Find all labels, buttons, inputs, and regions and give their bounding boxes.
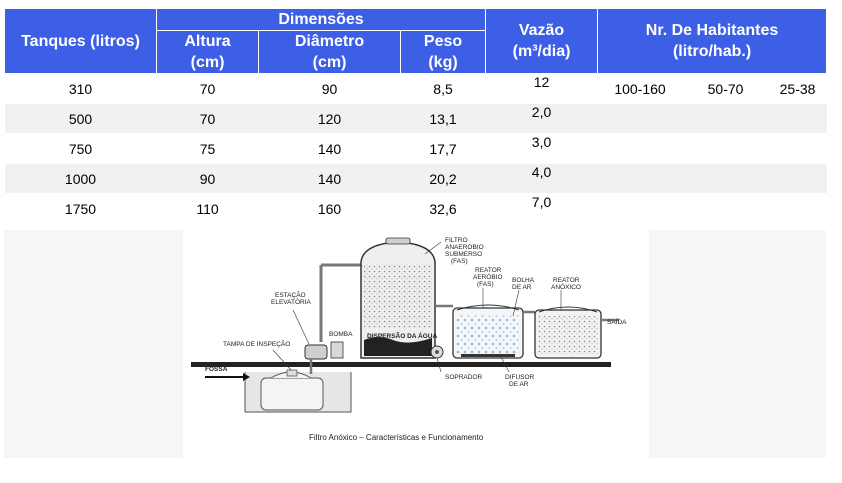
cell-altura: 110 [157, 194, 259, 224]
header-dimensoes: Dimensões [157, 9, 486, 31]
label-bolha-2: DE AR [512, 284, 532, 291]
soprador-hub [435, 350, 439, 354]
cell-diametro: 140 [259, 134, 401, 164]
header-diametro [259, 31, 401, 74]
header-habitantes-unit: (litro/hab.) [672, 43, 752, 60]
label-difusor-2: DE AR [509, 381, 529, 388]
fossa-inspection-cap [287, 370, 297, 376]
label-difusor-1: DIFUSOR [505, 374, 535, 381]
label-reator-anoxico-2: ANÓXICO [551, 284, 581, 291]
cell-habitantes-2 [683, 194, 769, 224]
label-dispersao: DISPERSÃO DA ÁGUA [367, 333, 438, 340]
header-habitantes [598, 9, 827, 74]
reator-aerobio-bubbles [456, 314, 520, 354]
cell-habitantes-2 [683, 104, 769, 134]
cell-altura: 70 [157, 74, 259, 104]
header-vazao-label: Vazão [518, 22, 565, 39]
cell-habitantes-3 [769, 164, 827, 194]
bomba-box [305, 345, 327, 359]
header-altura-unit: (cm) [190, 54, 225, 71]
header-vazao-unit: (m³/dia) [512, 43, 571, 60]
cell-peso: 8,5 [401, 74, 486, 104]
table-row [5, 74, 827, 104]
filtro-lid [386, 238, 410, 244]
cell-habitantes-1 [598, 164, 683, 194]
cell-tanque: 1750 [5, 194, 157, 224]
header-tanques: Tanques (litros) [5, 9, 157, 74]
header-peso-unit: (kg) [428, 54, 458, 71]
label-filtro-1: FILTRO [445, 237, 468, 244]
cell-habitantes-1 [598, 134, 683, 164]
cell-vazao: 2,0 [486, 104, 598, 134]
cell-tanque: 310 [5, 74, 157, 104]
label-fossa: FOSSA [205, 366, 228, 373]
cell-habitantes-1 [598, 194, 683, 224]
cell-peso: 13,1 [401, 104, 486, 134]
cell-habitantes-1: 100-160 [598, 74, 683, 104]
header-diametro-label: Diâmetro [294, 33, 365, 50]
cell-vazao: 12 [486, 74, 598, 104]
header-diametro-unit: (cm) [312, 54, 347, 71]
label-bomba: BOMBA [329, 331, 353, 338]
header-vazao [486, 9, 598, 74]
cell-vazao: 4,0 [486, 164, 598, 194]
cell-diametro: 160 [259, 194, 401, 224]
cell-habitantes-3: 25-38 [769, 74, 827, 104]
label-bolha-1: BOLHA [512, 277, 535, 284]
cell-altura: 90 [157, 164, 259, 194]
fossa-tank [261, 378, 323, 410]
header-peso [401, 31, 486, 74]
ground-line [191, 362, 611, 367]
cell-habitantes-3 [769, 194, 827, 224]
label-soprador: SOPRADOR [445, 374, 483, 381]
specs-table [4, 8, 827, 223]
reator-anoxico-media [538, 316, 598, 354]
cell-altura: 70 [157, 104, 259, 134]
header-peso-label: Peso [423, 33, 463, 50]
cell-peso: 17,7 [401, 134, 486, 164]
difusor-bar [461, 354, 515, 357]
header-altura-label: Altura [184, 33, 231, 50]
cell-diametro: 90 [259, 74, 401, 104]
label-filtro-2: ANAEROBIO [445, 244, 484, 251]
table-row [5, 104, 827, 134]
cell-habitantes-2 [683, 164, 769, 194]
header-habitantes-label: Nr. De Habitantes [645, 22, 779, 39]
table-row [5, 134, 827, 164]
filtro-anoxico-diagram [183, 230, 649, 458]
cell-habitantes-3 [769, 134, 827, 164]
cell-habitantes-3 [769, 104, 827, 134]
leader-estacao [293, 310, 309, 344]
cell-altura: 75 [157, 134, 259, 164]
cell-habitantes-1 [598, 104, 683, 134]
cell-habitantes-2: 50-70 [683, 74, 769, 104]
cell-diametro: 140 [259, 164, 401, 194]
label-reator-aerobio-3: (FAS) [477, 281, 494, 288]
label-tampa: TAMPA DE INSPEÇÃO [223, 341, 291, 348]
cell-tanque: 500 [5, 104, 157, 134]
cell-diametro: 120 [259, 104, 401, 134]
cell-peso: 32,6 [401, 194, 486, 224]
cell-vazao: 7,0 [486, 194, 598, 224]
cell-tanque: 750 [5, 134, 157, 164]
label-estacao-2: ELEVATÓRIA [271, 299, 311, 306]
process-diagram [183, 230, 649, 458]
label-saida: SAÍDA [607, 319, 627, 326]
figure-caption: Filtro Anóxico – Características e Funcionamento [309, 433, 484, 442]
header-altura [157, 31, 259, 74]
label-filtro-4: (FAS) [451, 258, 468, 265]
cell-habitantes-2 [683, 134, 769, 164]
label-filtro-3: SUBMERSO [445, 251, 483, 258]
cell-peso: 20,2 [401, 164, 486, 194]
label-reator-aerobio-1: REATOR [475, 267, 502, 274]
cell-tanque: 1000 [5, 164, 157, 194]
table-row [5, 194, 827, 224]
label-reator-aerobio-2: AERÓBIO [473, 274, 503, 281]
table-row [5, 164, 827, 194]
label-reator-anoxico-1: REATOR [553, 277, 580, 284]
cell-vazao: 3,0 [486, 134, 598, 164]
filtro-media [364, 264, 432, 328]
label-estacao-1: ESTAÇÃO [275, 292, 306, 299]
pump-motor [331, 342, 343, 358]
leader-filtro [425, 242, 441, 254]
